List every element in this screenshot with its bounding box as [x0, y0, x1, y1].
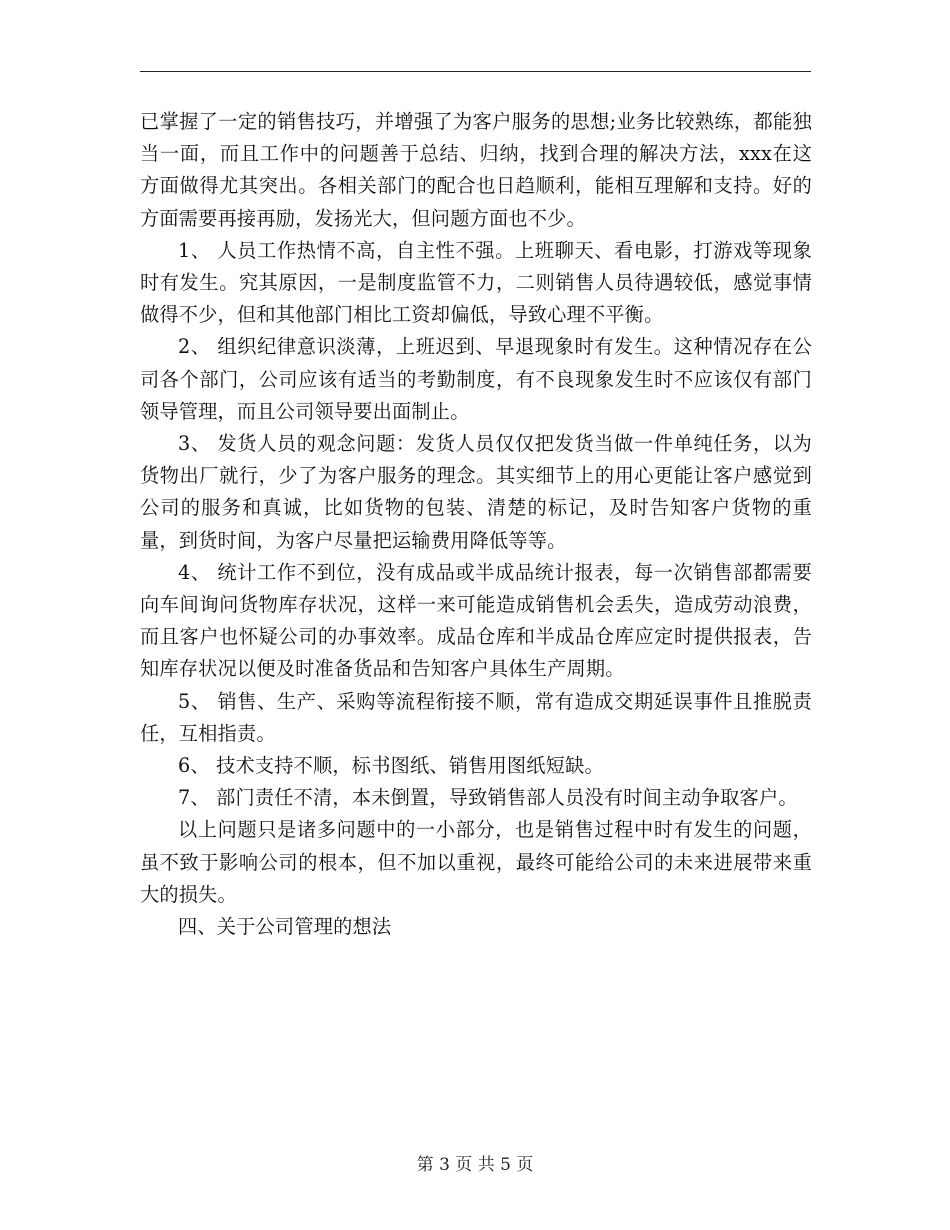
paragraph-issue-5: 5、 销售、生产、采购等流程衔接不顺，常有造成交期延误事件且推脱责任，互相指责。	[140, 689, 812, 745]
paragraph-issue-3: 3、 发货人员的观念问题：发货人员仅仅把发货当做一件单纯任务，以为货物出厂就行，少了为客户服务的理念。其实细节上的用心更能让客户感觉到公司的服务和真诚，比如货物的包装、清楚的标记，及时告知客户货物的重量，到货时间，为客户尽量把运输费用降低等等。	[140, 432, 812, 552]
paragraph-issue-6: 6、 技术支持不顺，标书图纸、销售用图纸短缺。	[178, 754, 604, 778]
section-heading-management: 四、关于公司管理的想法	[178, 915, 392, 939]
paragraph-issue-7: 7、 部门责任不清，本未倒置，导致销售部人员没有时间主动争取客户。	[178, 786, 798, 810]
paragraph-issue-2: 2、 组织纪律意识淡薄，上班迟到、早退现象时有发生。这种情况存在公司各个部门，公司应该有适当的考勤制度，有不良现象发生时不应该仅有部门领导管理，而且公司领导要出面制止。	[140, 335, 812, 423]
page-number-footer: 第 3 页 共 5 页	[416, 1155, 534, 1175]
paragraph-issue-1: 1、 人员工作热情不高，自主性不强。上班聊天、看电影，打游戏等现象时有发生。究其原因，一是制度监管不力，二则销售人员待遇较低，感觉事情做得不少，但和其他部门相比工资却偏低，导致心理不平衡。	[140, 238, 812, 327]
paragraph-issue-4: 4、 统计工作不到位，没有成品或半成品统计报表，每一次销售部都需要向车间询问货物库存状况，这样一来可能造成销售机会丢失，造成劳动浪费，而且客户也怀疑公司的办事效率。成品仓库和半成品仓库应定时提供报表，告知库存状况以便及时准备货品和告知客户具体生产周期。	[140, 560, 812, 681]
paragraph-intro-continuation: 已掌握了一定的销售技巧，并增强了为客户服务的思想;业务比较熟练，都能独当一面，而且工作中的问题善于总结、归纳，找到合理的解决方法，xxx在这方面做得尤其突出。各相关部门的配合也日趋顺利，能相互理解和支持。好的方面需要再接再励，发扬光大，但问题方面也不少。	[140, 110, 812, 230]
header-rule	[140, 71, 811, 72]
paragraph-summary: 以上问题只是诸多问题中的一小部分，也是销售过程中时有发生的问题，虽不致于影响公司的根本，但不加以重视，最终可能给公司的未来进展带来重大的损失。	[140, 818, 812, 906]
document-body	[140, 106, 812, 943]
